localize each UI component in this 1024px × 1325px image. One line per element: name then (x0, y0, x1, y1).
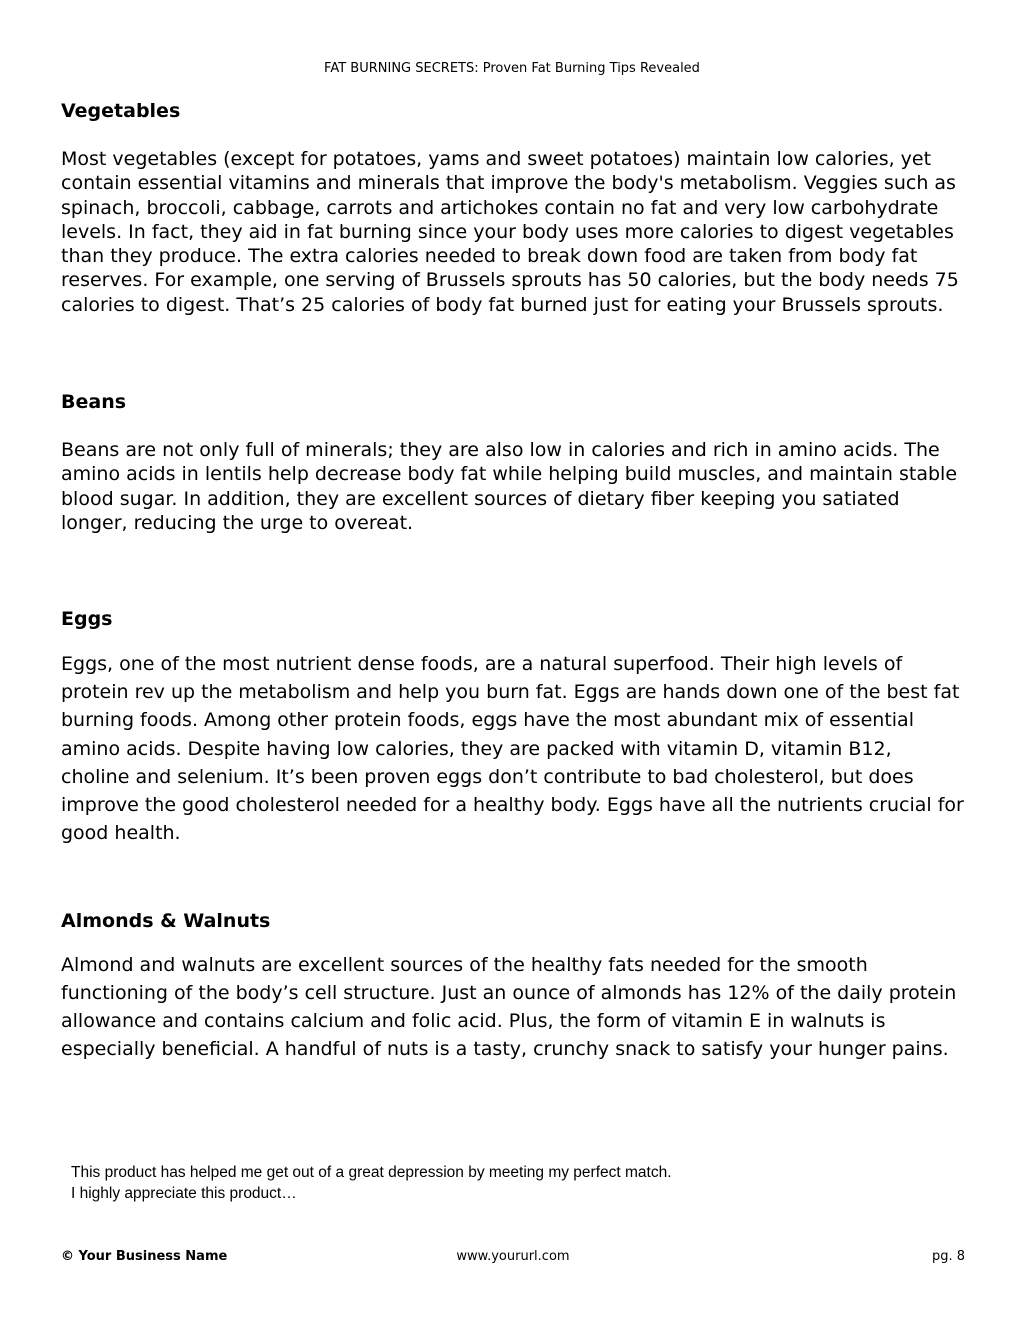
footer-url: www.yoururl.com (456, 1249, 570, 1264)
section-title-beans: Beans (61, 391, 127, 414)
section-body-beans: Beans are not only full of minerals; they are also low in calories and rich in amino acids. The amino acids in lentils help decrease body fat while helping build muscles, and maintain stable blood sugar. In addition, they are excellent sources of dietary fiber keeping you satiated longer, reducing the urge to overeat. (61, 439, 958, 534)
testimonial (71, 1163, 951, 1204)
section-title-almonds-walnuts: Almonds & Walnuts (61, 909, 271, 932)
section-title-eggs: Eggs (61, 608, 113, 631)
running-header: FAT BURNING SECRETS: Proven Fat Burning Tips Revealed (324, 61, 700, 76)
footer-page-number: pg. 8 (931, 1249, 965, 1264)
section-body-eggs: Eggs, one of the most nutrient dense foods, are a natural superfood. Their high levels of protein rev up the metabolism and help you burn fat. Eggs are hands down one of the best fat burning foods. Among other protein foods, eggs have the most abundant mix of essential amino acids. Despite having low calories, they are packed with vitamin D, vitamin B12, choline and selenium. It’s been proven eggs don’t contribute to bad cholesterol, but does improve the good cholesterol needed for a healthy body. Eggs have all the nutrients crucial for good health. (61, 653, 964, 844)
testimonial-line-1: This product has helped me get out of a great depression by meeting my perfect match. (71, 1164, 672, 1181)
section-body-vegetables: Most vegetables (except for potatoes, yams and sweet potatoes) maintain low calories, yet contain essential vitamins and minerals that improve the body's metabolism. Veggies such as spinach, broccoli, cabbage, carrots and artichokes contain no fat and very low carbohydrate levels. In fact, they aid in fat burning since your body uses more calories to digest vegetables than they produce. The extra calories needed to break down food are taken from body fat reserves. For example, one serving of Brussels sprouts has 50 calories, but the body needs 75 calories to digest. That’s 25 calories of body fat burned just for eating your Brussels sprouts. (61, 148, 959, 316)
page-content (61, 99, 966, 1063)
testimonial-line-2: I highly appreciate this product… (71, 1184, 297, 1202)
page-footer (61, 1249, 965, 1267)
section-body-almonds-walnuts: Almond and walnuts are excellent sources of the healthy fats needed for the smooth functioning of the body’s cell structure. Just an ounce of almonds has 12% of the daily protein allowance and contains calcium and folic acid. Plus, the form of vitamin E in walnuts is especially beneficial. A handful of nuts is a tasty, crunchy snack to satisfy your hunger pains. (61, 953, 957, 1061)
footer-copyright: © Your Business Name (61, 1249, 228, 1264)
section-title-vegetables: Vegetables (61, 100, 181, 122)
